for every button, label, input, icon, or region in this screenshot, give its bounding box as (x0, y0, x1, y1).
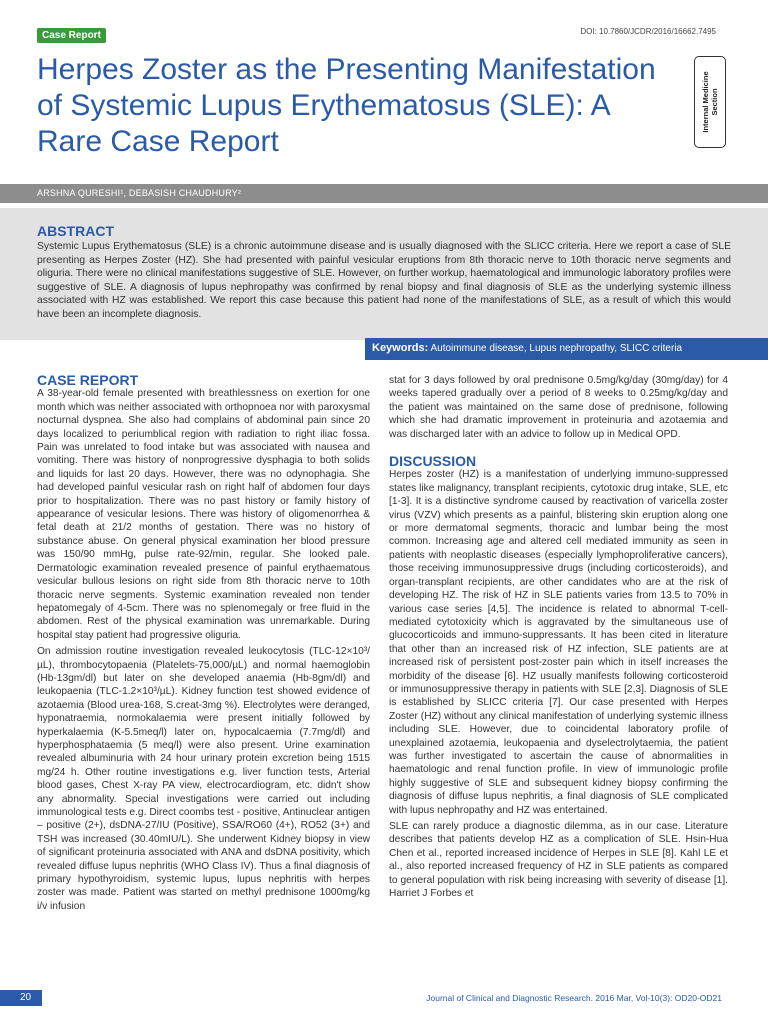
journal-citation: Journal of Clinical and Diagnostic Research. 2016 Mar, Vol-10(3): OD20-OD21 (426, 993, 722, 1003)
keywords-text: Autoimmune disease, Lupus nephropathy, SLICC criteria (430, 343, 683, 354)
article-type-badge: Case Report (37, 28, 106, 43)
doi[interactable]: DOI: 10.7860/JCDR/2016/16662.7495 (580, 27, 716, 36)
case-report-heading: CASE REPORT (37, 372, 139, 388)
left-column (37, 374, 370, 916)
abstract-heading: ABSTRACT (37, 223, 114, 239)
case-report-paragraph-3: stat for 3 days followed by oral prednisone 0.5mg/kg/day (30mg/day) for 4 weeks tapered gradually over a period of 8 weeks to 0.25mg/kg/day and the patient was maintained on the same dose of prednisone, following which she had dramatic improvement in proteinuria and azotaemia and was discharged later with an advice to follow up in Medical OPD. (389, 375, 728, 440)
section-label-box (694, 56, 726, 148)
keywords-label: Keywords: (372, 342, 429, 354)
abstract-text: Systemic Lupus Erythematosus (SLE) is a chronic autoimmune disease and is usually diagnosed with the SLICC criteria. Here we report a case of SLE presenting as Herpes Zoster (HZ). She had presented with painful vesicular eruptions from 8th thoracic nerve to 10th thoracic nerve segments and oliguria. There were no clinical manifestations suggestive of SLE. However, on further workup, haematological and immunologic laboratory profiles were suggestive of SLE. A diagnosis of lupus nephropathy was confirmed by renal biopsy and final diagnosis of SLE as the underlying systemic illness associated with HZ was established. We report this case because this patient had none of the manifestations of SLE, as a result of which this would have been an incomplete diagnosis. (37, 241, 731, 320)
case-report-paragraph-1: A 38-year-old female presented with breathlessness on exertion for one month which was neither associated with orthopnoea nor with paroxysmal nocturnal dyspnea. She also had complains of abdominal pain since 20 days localized to periumblical region with radiation to right iliac fossa. Pain was unrelated to food intake but was associated with nausea and vomiting. There was history of nonprogressive dysphagia to both solids and liquids for last 20 days. However, there was no odynophagia. She had developed painful vesicular rash on right half of abdomen four days prior to hospitalization. There was no past history or family history of appearance of vesicular lesions. There was history of oligomenorrhea & fetal death at 21/2 months of gestation. There was no history of substance abuse. On general physical examination her blood pressure was 150/90 mmHg, pulse rate-92/min, regular. She looked pale. Dermatologic examination revealed presence of painful erythaematous vesicular bullous lesions on right side from 8th thoracic nerve to 10th thoracic nerve segments. Systemic examination revealed non tender hepatomegaly of 4-5cm. There was no splenomegaly or free fluid in the abdomen. Rest of the physical examination was unremarkable. During hospital stay patient had progressive oliguria. (37, 388, 370, 641)
section-label-line2: Section (710, 88, 719, 116)
discussion-heading: DISCUSSION (389, 453, 477, 470)
right-column (389, 374, 728, 903)
discussion-paragraph-2: SLE can rarely produce a diagnostic dilemma, as in our case. Literature describes that patients develop HZ as a complication of SLE. Hsin-Hua Chen et al., reported increased incidence of Herpes in SLE [8]. Kahl LE et al., also reported increased frequency of HZ in SLE patients as compared to general population with risk being increasing with severity of disease [1]. Harriet J Forbes et (389, 821, 728, 900)
article-title: Herpes Zoster as the Presenting Manifestation of Systemic Lupus Erythematosus (SLE): A Rare Case Report (37, 53, 656, 158)
discussion-paragraph-1: Herpes zoster (HZ) is a manifestation of underlying immuno-suppressed states like malignancy, transplant recipients, cytotoxic drug intake, SLE, etc [1-3]. It is a distinctive syndrome caused by reactivation of varicella zoster virus (VZV) which presents as a painful, blistering skin eruption along one or more dermatomal segments, thoracic and lumbar being the most common. Increasing age and altered cell mediated immunity as seen in patients with neoplastic diseases (especially lymphoproliferative cancers), those receiving immunosuppressive drugs (including corticosteroids), and organ-transplant recipients, are other candidates who are at the risk of developing HZ. The risk of HZ in SLE patients varies from 13.5 to 70% in various case series [4,5]. The incidence is related to abnormal T-cell-mediated cytotoxicity which is aggravated by the simultaneous use of glucocorticoids and immuno-suppressants. It has been cited in literature that other than an increased risk of HZ infection, SLE patients are at increased risk of persistent post-zoster pain which in itself increases the morbidity of the disease [6]. HZ usually manifests following corticosteroid or immunosuppressive therapy in patients with SLE [2,3]. Diagnosis of SLE is established by SLICC criteria [7]. Our case presented with Herpes Zoster (HZ) without any clinical manifestation of underlying systemic illness including SLE. However, due to coincidental laboratory profile of unexplained azotaemia, leukopaenia and dyselectrolytaemia, the patient was further investigated to ascertain the cause of abnormalities in haematologic and renal function profile. In view of immunologic profile highly suggestive of SLE and subsequent kidney biopsy confirming the diagnosis of diffuse lupus nephritis, a final diagnosis of SLE complicated with lupus nephropathy and HZ was entertained. (389, 469, 728, 816)
section-label-line1: Internal Medicine (701, 71, 710, 133)
case-report-paragraph-2: On admission routine investigation revealed leukocytosis (TLC-12×10³/µL), thrombocytopaenia (Platelets-75,000/µL) and normal haemoglobin (Hb-13gm/dl) but later on she developed anaemia (Hb-8gm/dl) and leukopaenia (TLC-1.2×10³/µL). Kidney function test showed evidence of azotaemia (Blood urea-168, S.creat-3mg %). Electrolytes were deranged, hyponatraemia, normokalaemia were present initially followed by hyperkalaemia (K-5.5meq/l) later on, hypocalcaemia (7.7mg/dl) and hyperphosphataemia (5 meq/l) were also present. Urine examination revealed albuminuria with 24 hour urinary protein excretion being 1515 mg/24 h. Other routine investigations e.g. liver function tests, Arterial blood gases, Chest X-ray PA view, electrocardiogram, etc. didn't show any abnormality. Special investigations were carried out including immunological tests e.g. Direct coombs test - positive, Antinuclear antigen – positive (2+), dsDNA-27/IU (Positive), SSA/RO60 (4+), RO52 (3+) and TSH was increased (30.40mIU/L). She underwent Kidney biopsy in view of significant proteinuria associated with ANA and dsDNA positivity, which revealed diffuse lupus nephritis (WHO Class IV). Thus a final diagnosis of primary hypothyroidism, systemic lupus, lupus nephritis with herpes zoster was made. Patient was started on methyl prednisone 1000mg/kg i/v infusion (37, 646, 370, 912)
authors: ARSHNA QURESHI¹, DEBASISH CHAUDHURY² (37, 188, 242, 198)
keywords (372, 342, 682, 354)
page-number: 20 (20, 992, 32, 1003)
